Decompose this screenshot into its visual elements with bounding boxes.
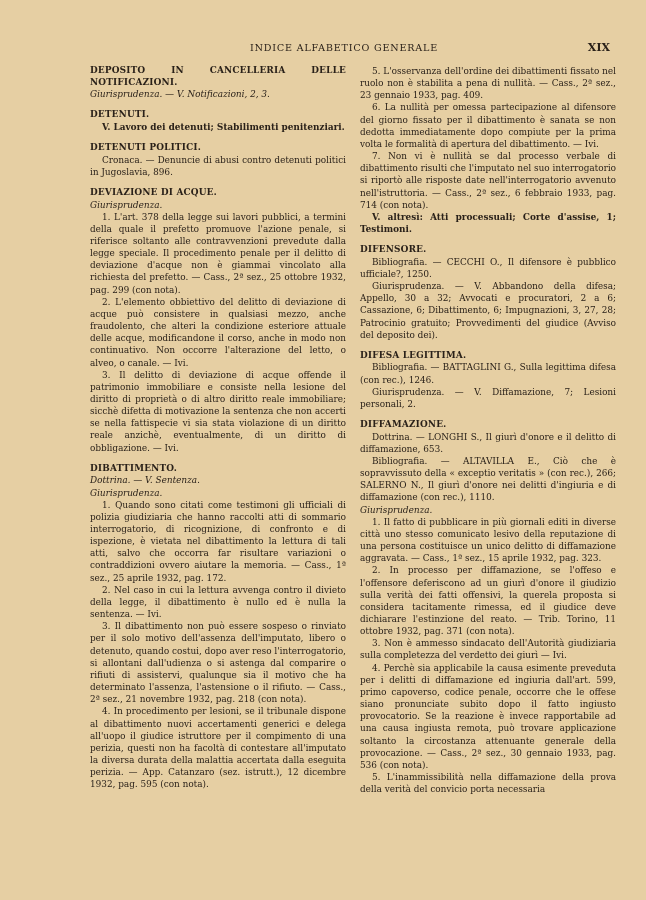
entry-paragraph: 3. Il delitto di deviazione di acque offende il patrimonio immobiliare e consiste nella lesione del diritto di proprietà o di altro diritto reale immobiliare; sicchè difetta di motivazione la sentenza che non accerti se nella fattispecie vi sia stata violazione di un diritto reale anzichè, eventualmente, di un diritto di obbligazione. — Ivi.: [90, 370, 346, 454]
entry-heading: DEPOSITO IN CANCELLERIA DELLE NOTIFICAZIONI.: [90, 66, 346, 88]
entry-heading: DIFENSORE.: [360, 245, 427, 256]
entry-paragraph: 4. Perchè sia applicabile la causa esimente preveduta per i delitti di diffamazione ed ingiuria dall'art. 599, primo capoverso, codice penale, occorre che le offese siano pronunciate subito dopo il fatto ingiusto provocatorio. Se la reazione è invece rapportabile ad una causa ingiusta remota, può trovare applicazione soltanto la circostanza attenuante generale della provocazione. — Cass., 2ª sez., 30 gennaio 1933, pag. 536 (con nota).: [360, 663, 616, 771]
entry-subheading: Giurisprudenza.: [90, 200, 163, 211]
entry-subheading: Giurisprudenza.: [360, 505, 433, 516]
entry-reference: Giurisprudenza. — V. Abbandono della difesa; Appello, 30 a 32; Avvocati e procuratori, 2 a 6; Cassazione, 6; Dibattimento, 6; Impugnazioni, 3, 27, 28; Patrocinio gratuito; Provvedimenti del giudice (Avviso del deposito dei).: [360, 282, 616, 341]
entry-bibliography: Bibliografia. — BATTAGLINI G., Sulla legittima difesa (con rec.), 1246.: [360, 363, 616, 386]
entry-paragraph: 7. Non vi è nullità se dal processo verbale di dibattimento risulti che l'imputato nel suo interrogatorio si riportò alle risposte date nell'interrogatorio avvenuto nell'istruttoria. — Cass., 2ª sez., 6 febbraio 1933, pag. 714 (con nota).: [360, 152, 616, 211]
entry-heading: DETENUTI POLITICI.: [90, 143, 201, 154]
entry-paragraph: 1. Il fatto di pubblicare in più giornali editi in diverse città uno stesso comunicato lesivo della reputazione di una persona costituisce un unico delitto di diffamazione aggravata. — Cass., 1ª sez., 15 aprile 1932, pag. 323.: [360, 517, 616, 565]
entry-heading: DIFESA LEGITTIMA.: [360, 350, 467, 361]
entry-paragraph: 5. L'osservanza dell'ordine dei dibattimenti fissato nel ruolo non è stabilita a pena di nullità. — Cass., 2ª sez., 23 gennaio 1933, pag. 409.: [360, 67, 616, 102]
entry-reference: Dottrina. — V. Sentenza.: [90, 476, 200, 487]
entry-heading: DEVIAZIONE DI ACQUE.: [90, 187, 217, 198]
entry-paragraph: 1. L'art. 378 della legge sui lavori pubblici, a termini della quale il prefetto promuove l'azione penale, si riferisce soltanto alle contravvenzioni prevedute dalla legge speciale. Il procedimento penale per il delitto di deviazione d'acque non è giammai vincolato alla richiesta del prefetto. — Cass., 2ª sez., 25 ottobre 1932, pag. 299 (con nota).: [90, 212, 346, 296]
entry-heading: DETENUTI.: [90, 110, 150, 121]
entry-paragraph: 3. Il dibattimento non può essere sospeso o rinviato per il solo motivo dell'assenza dell'imputato, libero o detenuto, quando costui, dopo aver reso l'interrogatorio, si allontani dall'udienza o si astenga dal comparire o rifiuti di assistervi, qualunque sia il motivo che ha determinato l'assenza, l'astensione o il rifiuto. — Cass., 2ª sez., 21 novembre 1932, pag. 218 (con nota).: [90, 622, 346, 706]
entry-paragraph: 1. Quando sono citati come testimoni gli ufficiali di polizia giudiziaria che hanno raccolti atti di sommario interrogatorio, di ricognizione, di confronto e di ispezione, è vietata nel dibattimento la lettura di tali atti, salvo che occorra far risultare variazioni o contraddizioni ovvero aiutare la memoria. — Cass., 1ª sez., 25 aprile 1932, pag. 172.: [90, 500, 346, 584]
entry-paragraph: 2. Nel caso in cui la lettura avvenga contro il divieto della legge, il dibattimento è nullo ed è nulla la sentenza. — Ivi.: [90, 585, 346, 621]
entry-reference: Giurisprudenza. — V. Notificazioni, 2, 3.: [90, 90, 270, 101]
entry-reference: Giurisprudenza. — V. Diffamazione, 7; Lesioni personali, 2.: [360, 387, 616, 410]
entry-reference: V. Lavoro dei detenuti; Stabilimenti penitenziari.: [102, 122, 345, 133]
entry-paragraph: 2. L'elemento obbiettivo del delitto di deviazione di acque può consistere in qualsiasi mezzo, anche fraudolento, che alteri la condizione esteriore attuale delle acque, modificandone il corso, anche in modo non continuativo. Non occorre l'alterazione del letto, o alveo, o canale. — Ivi.: [90, 297, 346, 369]
right-column: [360, 66, 616, 796]
entry-bibliography: Bibliografia. — CECCHI O., Il difensore è pubblico ufficiale?, 1250.: [360, 257, 616, 280]
entry-paragraph: 2. In processo per diffamazione, se l'offeso e l'offensore deferiscono ad un giurì d'onore il giudizio sulla verità dei fatti offensivi, la querela proposta si considera tacitamente rimessa, ed il giudice deve dichiarare l'estinzione del reato. — Trib. Torino, 11 ottobre 1932, pag. 371 (con nota).: [360, 566, 616, 638]
entry-text: Cronaca. — Denuncie di abusi contro detenuti politici in Jugoslavia, 896.: [90, 155, 346, 178]
entry-reference: V. altresì: Atti processuali; Corte d'assise, 1; Testimoni.: [360, 212, 616, 236]
entry-heading: DIFFAMAZIONE.: [360, 420, 447, 431]
entry-subheading: Giurisprudenza.: [90, 488, 163, 499]
entry-paragraph: 4. In procedimento per lesioni, se il tribunale dispone al dibattimento nuovi accertamenti generici e delega all'uopo il giudice istruttore per il compimento di una perizia, questi non ha facoltà di contestare all'imputato la diversa durata della malattia accertata dalla eseguita perizia. — App. Catanzaro (sez. istrutt.), 12 dicembre 1932, pag. 595 (con nota).: [90, 707, 346, 791]
left-column: [90, 66, 346, 796]
page-number: XIX: [587, 41, 610, 54]
entry-paragraph: 6. La nullità per omessa partecipazione al difensore del giorno fissato per il dibattimento è sanata se non dedotta immediatamente dopo compiute per la prima volta le formalità di apertura del dibattimento. — Ivi.: [360, 103, 616, 150]
entry-bibliography: Bibliografia. — ALTAVILLA E., Ciò che è sopravvissuto della « exceptio veritatis » (con rec.), 266; SALERNO N., Il giurì d'onore nei delitti d'ingiuria e di diffamazione (con rec.), 1110.: [360, 456, 616, 504]
entry-heading: DIBATTIMENTO.: [90, 463, 177, 474]
running-title: INDICE ALFABETICO GENERALE: [250, 43, 438, 54]
entry-doctrine: Dottrina. — LONGHI S., Il giurì d'onore e il delitto di diffamazione, 653.: [360, 432, 616, 455]
entry-paragraph: 3. Non è ammesso sindacato dell'Autorità giudiziaria sulla completezza del verdetto dei giurì — Ivi.: [360, 639, 616, 662]
entry-paragraph: 5. L'inammissibilità nella diffamazione della prova della verità del convicio porta necessaria: [360, 773, 616, 796]
page-header: [90, 38, 616, 60]
